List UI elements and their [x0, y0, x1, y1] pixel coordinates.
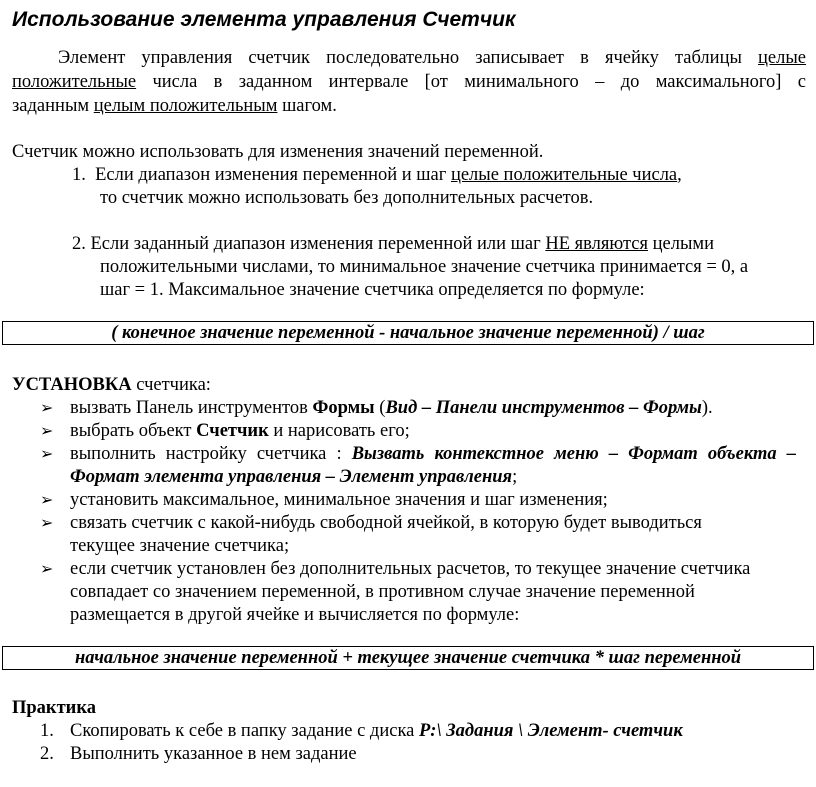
practice-item-text: Скопировать к себе в папку задание с диска P:\ Задания \ Элемент- счетчик — [70, 721, 683, 741]
install-step-2: выбрать объект Счетчик и нарисовать его; — [70, 421, 410, 441]
install-step-3-cont: Формат элемента управления – Элемент управления; — [70, 467, 518, 487]
practice-item-text: Выполнить указанное в нем задание — [70, 744, 357, 764]
bullet-arrow-icon: ➢ — [40, 400, 54, 417]
install-step-5-cont: текущее значение счетчика; — [70, 536, 290, 556]
usage-item-1-cont: то счетчик можно использовать без дополнительных расчетов. — [100, 188, 594, 208]
usage-item-2-cont2: шаг = 1. Максимальное значение счетчика определяется по формуле: — [100, 280, 645, 300]
intro-line-2: положительные числа в заданном интервале [от минимального – до максимального] с — [12, 72, 806, 92]
usage-item-2-cont: положительными числами, то минимальное значение счетчика принимается = 0, а — [100, 257, 749, 277]
install-step-3: выполнить настройку счетчика : Вызвать контекстное меню – Формат объекта – — [70, 444, 796, 464]
practice-heading: Практика — [12, 698, 96, 718]
install-heading: УСТАНОВКА счетчика: — [12, 375, 211, 395]
bullet-arrow-icon: ➢ — [40, 492, 54, 509]
bullet-arrow-icon: ➢ — [40, 561, 54, 578]
install-step-4: установить максимальное, минимальное значения и шаг изменения; — [70, 490, 608, 510]
formula-box-max: ( конечное значение переменной - начальное значение переменной) / шаг — [2, 321, 814, 345]
practice-item: 1. — [40, 721, 54, 741]
install-step-5: связать счетчик с какой-нибудь свободной ячейкой, в которую будет выводиться — [70, 513, 702, 533]
intro-line-1: Элемент управления счетчик последовательно записывает в ячейку таблицы целые — [58, 48, 806, 68]
install-step-6-cont: совпадает со значением переменной, в противном случае значение переменной — [70, 582, 695, 602]
usage-item-1: 1. Если диапазон изменения переменной и шаг целые положительные числа, — [72, 165, 682, 185]
usage-heading: Счетчик можно использовать для изменения значений переменной. — [12, 142, 544, 162]
page-title: Использование элемента управления Счетчик — [12, 8, 516, 31]
intro-line-3: заданным целым положительным шагом. — [12, 96, 337, 116]
install-step-6-cont2: размещается в другой ячейке и вычисляется по формуле: — [70, 605, 520, 625]
bullet-arrow-icon: ➢ — [40, 423, 54, 440]
formula-box-current: начальное значение переменной + текущее значение счетчика * шаг переменной — [2, 646, 814, 670]
install-step-6: если счетчик установлен без дополнительных расчетов, то текущее значение счетчика — [70, 559, 751, 579]
bullet-arrow-icon: ➢ — [40, 515, 54, 532]
usage-item-2: 2. Если заданный диапазон изменения переменной или шаг НЕ являются целыми — [72, 234, 714, 254]
install-step-1: вызвать Панель инструментов Формы (Вид – Панели инструментов – Формы). — [70, 398, 713, 418]
bullet-arrow-icon: ➢ — [40, 446, 54, 463]
practice-item: 2. — [40, 744, 54, 764]
